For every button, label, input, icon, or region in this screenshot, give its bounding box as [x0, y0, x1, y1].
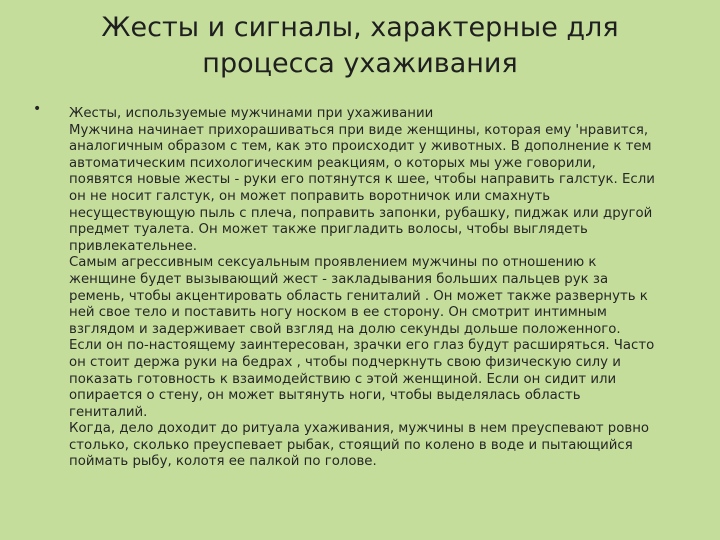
- paragraph-heading: Жесты, используемые мужчинами при ухаживании: [69, 106, 434, 121]
- paragraph-conclusion: Когда, дело доходит до ритуала ухаживания, мужчины в нем преуспевают ровно столько, сколько преуспевает рыбак, стоящий по колено в воде и пытающийся поймать рыбу, колотя ее палкой по голове.: [69, 421, 650, 470]
- paragraph-grooming: Мужчина начинает прихорашиваться при виде женщины, которая ему 'нравится, аналогичным образом с тем, как это происходит у животных. В дополнение к тем автоматическим психологическим реакциям, о которых мы уже говорили, появятся новые жесты - руки его потянутся к шее, чтобы направить галстук. Если он не носит галстук, он может поправить воротничок или смахнуть несуществующую пыль с плеча, поправить запонки, рубашку, пиджак или другой предмет туалета. Он может также пригладить волосы, чтобы выглядеть привлекательнее.: [69, 122, 655, 254]
- slide-title: Жесты и сигналы, характерные для процесса ухаживания: [101, 12, 619, 79]
- slide-body: [69, 106, 657, 471]
- bullet-marker: •: [33, 101, 42, 117]
- paragraph-aggressive-gesture: Самым агрессивным сексуальным проявлением мужчины по отношению к женщине будет вызывающий жест - закладывания больших пальцев рук за ремень, чтобы акцентировать область гениталий . Он может также развернуть к ней свое тело и поставить ногу носком в ее сторону. Он смотрит интимным взглядом и задерживает свой взгляд на долю секунды дольше положенного. Если он по-настоящему заинтересован, зрачки его глаз будут расширяться. Часто он стоит держа руки на бедрах , чтобы подчеркнуть свою физическую силу и показать готовность к взаимодействию с этой женщиной. Если он сидит или опирается о стену, он может вытянуть ноги, чтобы выделялась область гениталий.: [69, 255, 655, 420]
